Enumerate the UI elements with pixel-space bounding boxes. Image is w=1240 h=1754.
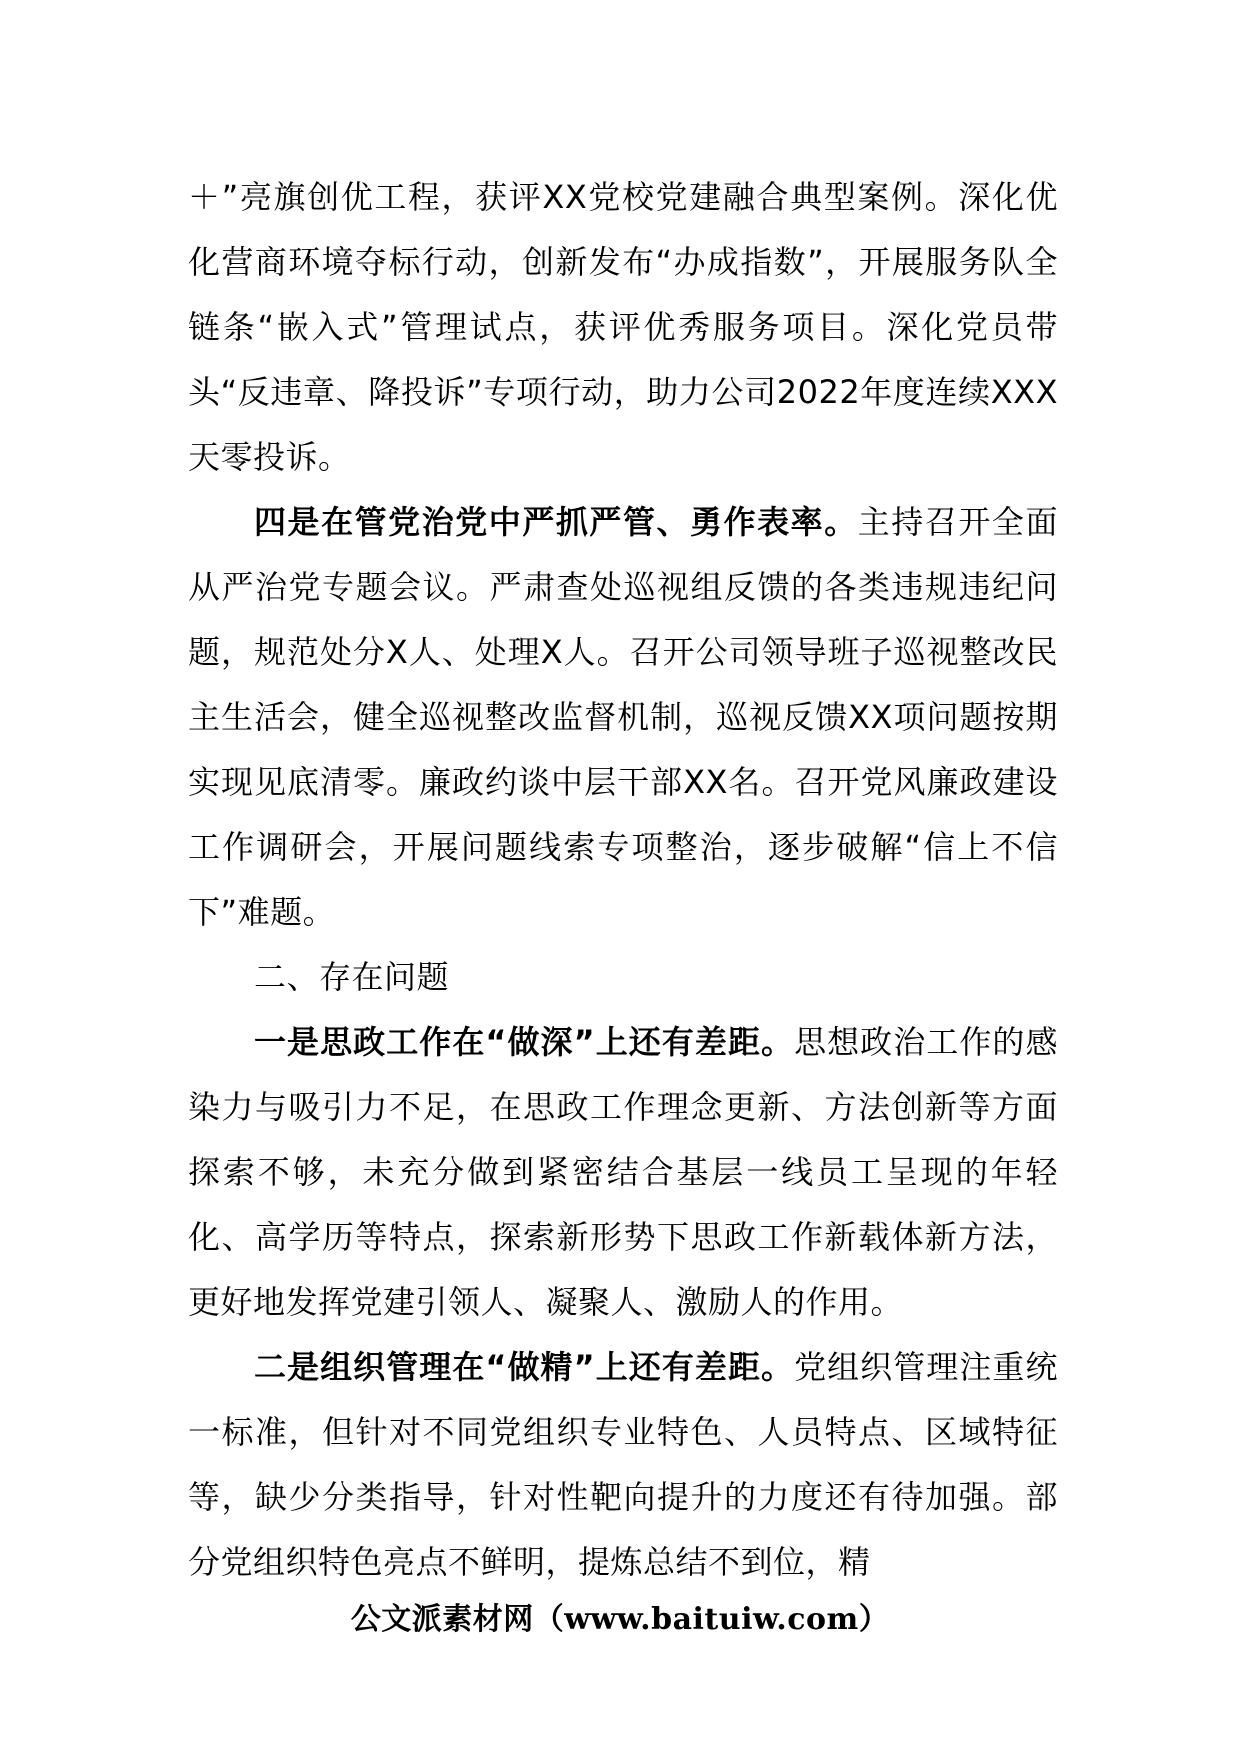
section-heading-text: 二、存在问题 (254, 958, 450, 996)
paragraph-text: ＋”亮旗创优工程，获评XX党校党建融合典型案例。深化优化营商环境夺标行动，创新发布“办成指数”，开展服务队全链条“嵌入式”管理试点，获评优秀服务项目。深化党员带头“反违章、降投诉”专项行动，助力公司2022年度连续XXX天零投诉。 (188, 178, 1058, 476)
paragraph-text: 党组织管理注重统一标准，但针对不同党组织专业特色、人员特点、区域特征等，缺少分类指导，针对性靶向提升的力度还有待加强。部分党组织特色亮点不鲜明，提炼总结不到位，精 (188, 1348, 1058, 1581)
paragraph-continuation (188, 165, 1058, 490)
paragraph-problem-one (188, 1010, 1058, 1335)
paragraph-text: 思想政治工作的感染力与吸引力不足，在思政工作理念更新、方法创新等方面探索不够，未充分做到紧密结合基层一线员工呈现的年轻化、高学历等特点，探索新形势下思政工作新载体新方法，更好地发挥党建引领人、凝聚人、激励人的作用。 (188, 1023, 1058, 1321)
paragraph-problem-two (188, 1335, 1058, 1595)
paragraph-lead: 一是思政工作在“做深”上还有差距。 (254, 1023, 795, 1061)
document-body (188, 165, 1058, 1595)
paragraph-text: 主持召开全面从严治党专题会议。严肃查处巡视组反馈的各类违规违纪问题，规范处分X人、处理X人。召开公司领导班子巡视整改民主生活会，健全巡视整改监督机制，巡视反馈XX项问题按期实现见底清零。廉政约谈中层干部XX名。召开党风廉政建设工作调研会，开展问题线索专项整治，逐步破解“信上不信下”难题。 (188, 503, 1058, 931)
paragraph-lead: 二是组织管理在“做精”上还有差距。 (254, 1348, 795, 1386)
paragraph-point-four (188, 490, 1058, 945)
page-footer: 公文派素材网（www.baituiw.com） (350, 1602, 890, 1637)
paragraph-lead: 四是在管党治党中严抓严管、勇作表率。 (254, 503, 858, 541)
section-heading (188, 945, 1058, 1010)
